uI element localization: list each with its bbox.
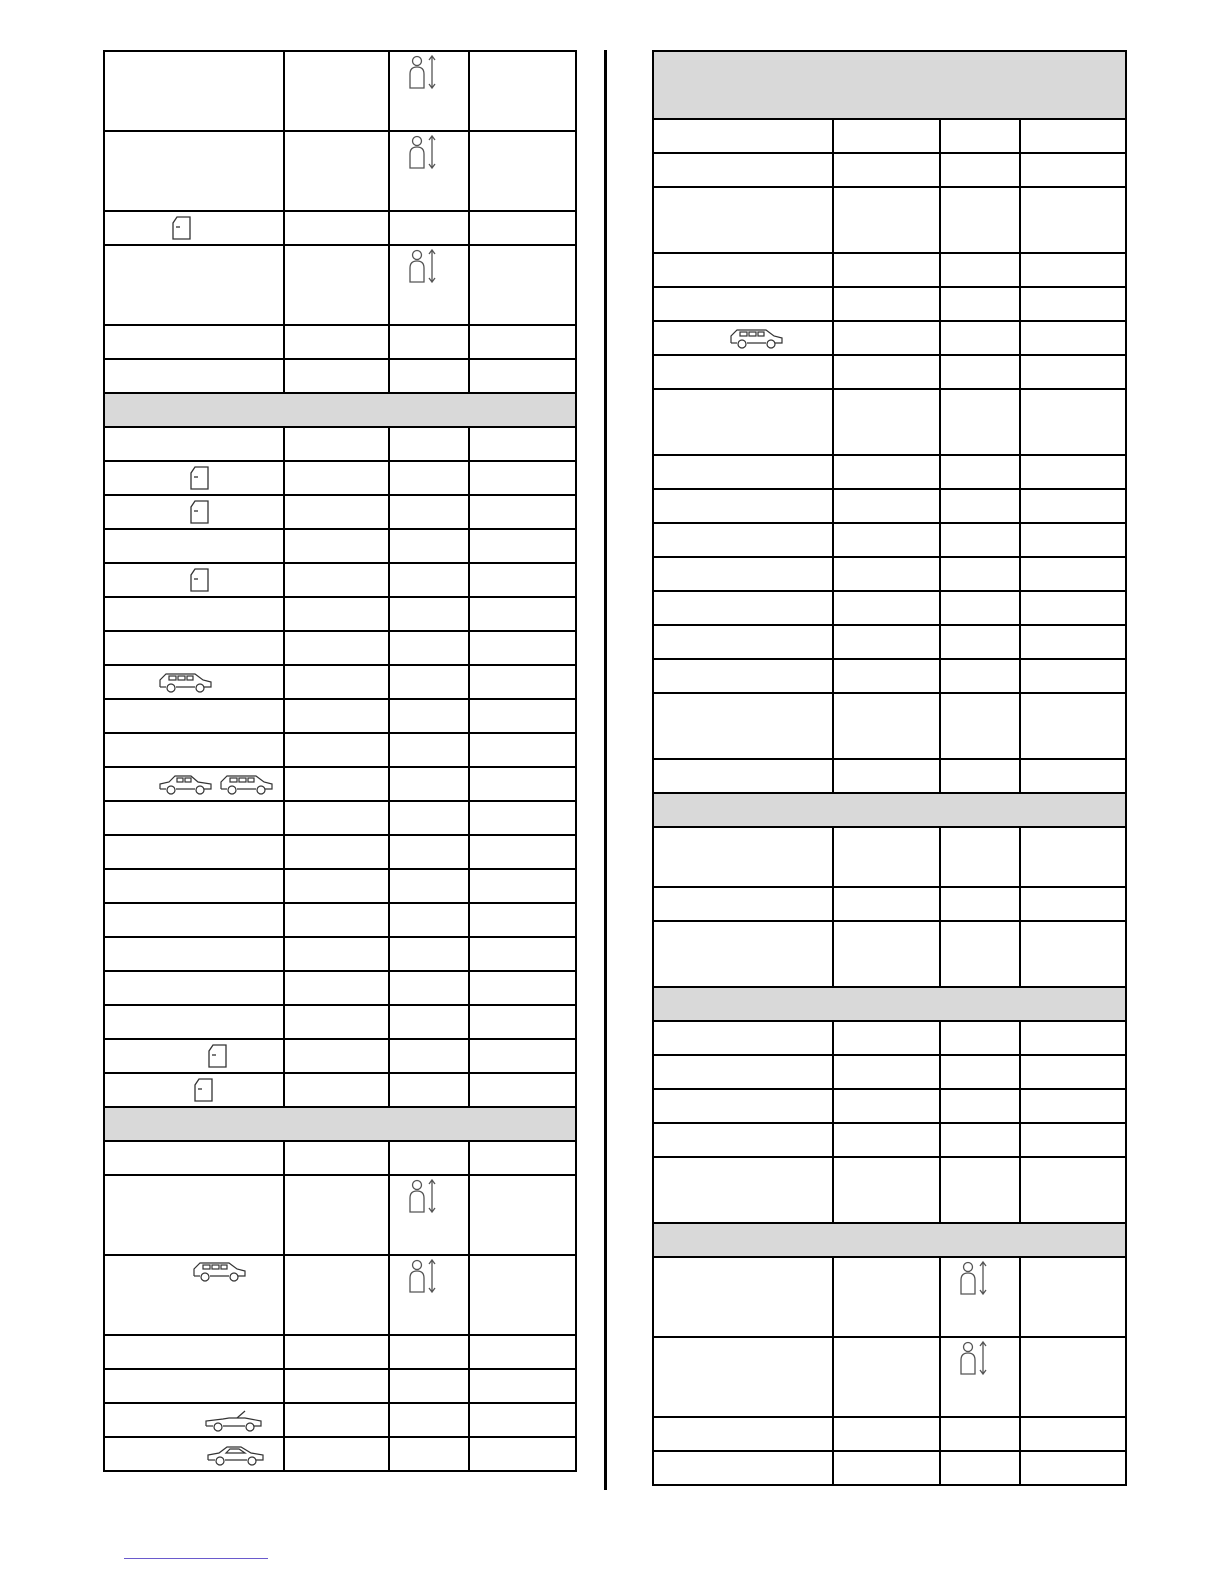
table-row [104, 1403, 576, 1437]
table-row [653, 625, 1126, 659]
table-row [653, 1055, 1126, 1089]
table-row [653, 455, 1126, 489]
person-height-icon [959, 1260, 989, 1298]
table-row [104, 1175, 576, 1255]
table-row [653, 119, 1126, 153]
table-row [653, 659, 1126, 693]
table-row [653, 1123, 1126, 1157]
table-row [653, 1337, 1126, 1417]
sedan-icon [157, 773, 215, 797]
table-row [653, 355, 1126, 389]
table-row [104, 767, 576, 801]
table-row [653, 1417, 1126, 1451]
table-row [653, 921, 1126, 987]
section-header-row [653, 793, 1126, 827]
table-row [653, 253, 1126, 287]
door-icon [189, 567, 211, 593]
person-height-icon [408, 1258, 438, 1296]
person-height-icon [408, 248, 438, 286]
table-row [653, 693, 1126, 759]
table-row [104, 971, 576, 1005]
table-row [104, 631, 576, 665]
left-table [103, 50, 577, 1472]
table-row [104, 1255, 576, 1335]
table-row [653, 1157, 1126, 1223]
table-row [104, 1335, 576, 1369]
table-row [104, 733, 576, 767]
section-header-row [653, 987, 1126, 1021]
table-row [653, 187, 1126, 253]
door-icon [189, 499, 211, 525]
table-row [104, 903, 576, 937]
person-height-icon [408, 1178, 438, 1216]
door-icon [193, 1077, 215, 1103]
section-header-row [653, 1223, 1126, 1257]
table-row [653, 1021, 1126, 1055]
table-row [104, 211, 576, 245]
convertible-icon [203, 1409, 265, 1433]
table-row [104, 869, 576, 903]
person-height-icon [408, 54, 438, 92]
table-row [653, 153, 1126, 187]
table-row [653, 887, 1126, 921]
door-icon [171, 215, 193, 241]
footnote-separator [124, 1558, 268, 1559]
table-row [104, 461, 576, 495]
table-row [104, 131, 576, 211]
table-row [104, 51, 576, 131]
table-row [104, 1039, 576, 1073]
column-divider [604, 50, 607, 1490]
door-icon [189, 465, 211, 491]
table-row [104, 937, 576, 971]
table-row [104, 325, 576, 359]
table-row [104, 1005, 576, 1039]
table-row [104, 563, 576, 597]
section-header-row [104, 1107, 576, 1141]
table-row [653, 759, 1126, 793]
table-row [104, 359, 576, 393]
section-header-row [653, 51, 1126, 119]
table-row [104, 1141, 576, 1175]
table-row [653, 827, 1126, 887]
table-row [104, 1437, 576, 1471]
right-table [652, 50, 1127, 1486]
station-wagon-icon [157, 671, 215, 695]
table-row [653, 321, 1126, 355]
coupe-icon [205, 1443, 267, 1467]
table-row [104, 699, 576, 733]
table-row [653, 591, 1126, 625]
table-row [653, 557, 1126, 591]
table-row [653, 1089, 1126, 1123]
station-wagon-icon [218, 773, 276, 797]
section-header-row [104, 393, 576, 427]
station-wagon-icon [728, 327, 786, 351]
person-height-icon [408, 134, 438, 172]
table-row [104, 529, 576, 563]
table-row [104, 1369, 576, 1403]
table-row [104, 427, 576, 461]
table-row [653, 1257, 1126, 1337]
table-row [653, 287, 1126, 321]
table-row [653, 389, 1126, 455]
person-height-icon [959, 1340, 989, 1378]
table-row [104, 597, 576, 631]
table-row [653, 489, 1126, 523]
station-wagon-icon [191, 1260, 249, 1284]
table-row [104, 835, 576, 869]
table-row [104, 801, 576, 835]
table-row [104, 245, 576, 325]
table-row [104, 665, 576, 699]
door-icon [207, 1043, 229, 1069]
table-row [653, 523, 1126, 557]
table-row [104, 1073, 576, 1107]
table-row [653, 1451, 1126, 1485]
table-row [104, 495, 576, 529]
